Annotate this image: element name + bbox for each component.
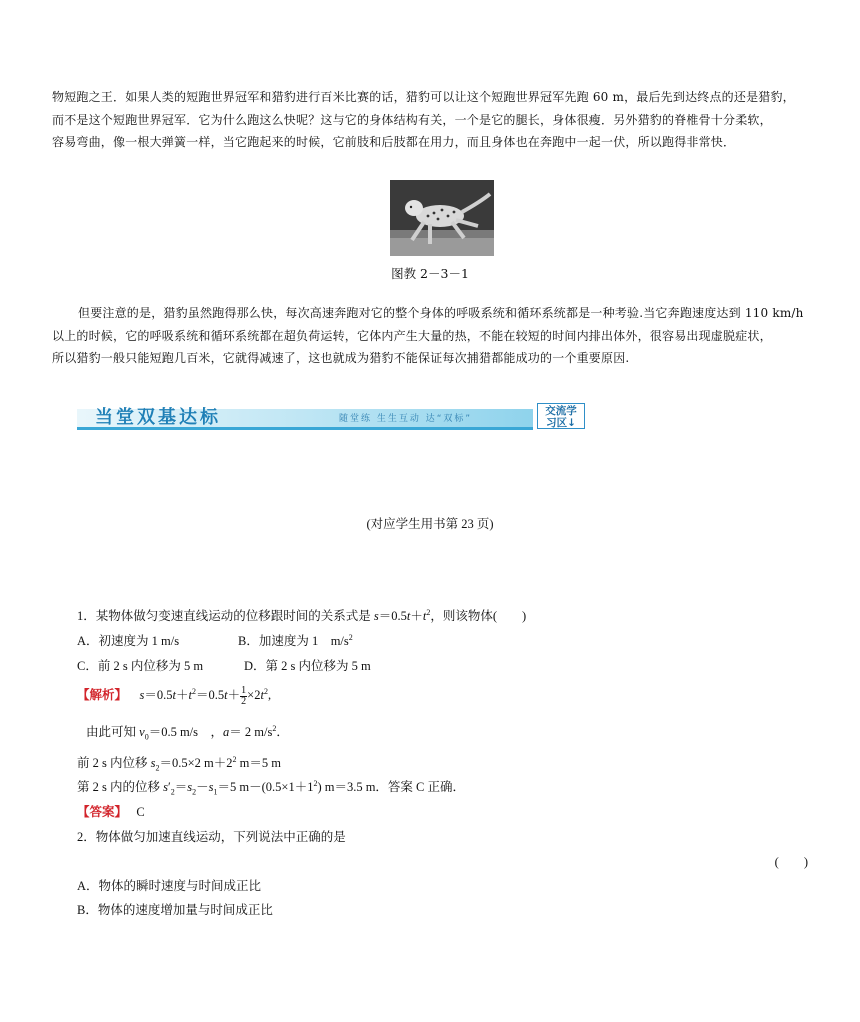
answer-value: C [136, 805, 145, 819]
analysis-label: 【解析】 [77, 688, 128, 702]
answer-label: 【答案】 [77, 805, 128, 819]
one-half-fraction: $\frac{1}{2}$ [241, 684, 247, 707]
q1-first2-line: 前 2 s 内位移 $s_2=0.5\times 2$ $m+2^2$ m＝5 m [77, 754, 281, 773]
q1-stem-a: 1．某物体做匀变速直线运动的位移跟时间的关系式是 [77, 609, 374, 623]
exchange-area-button[interactable] [537, 403, 585, 429]
q1-stem-b: ，则该物体( ) [430, 609, 527, 623]
q1-answer-line [77, 802, 145, 820]
second-b: ＝5 m－(0.5×1＋1 [217, 780, 314, 794]
q1-option-d[interactable]: D．第 2 s 内位移为 5 m [244, 659, 371, 673]
q1-stem: 1．某物体做匀变速直线运动的位移跟时间的关系式是 $s=0.5t+t^2$，则该物体( ) [77, 607, 527, 623]
second-c: ) m＝3.5 m．答案 C 正确． [317, 780, 466, 794]
q1-analysis-line: 【解析】 $s=0.5t+t^2=0.5t+$ $\frac{1}{2}$ $\times 2t^2$, [77, 684, 272, 707]
deduce-c: ＝ 2 m/s [229, 725, 273, 739]
figure-caption: 图教 2－3－1 [391, 266, 469, 281]
section-banner [77, 403, 588, 431]
para2-line-2: 以上的时候，它的呼吸系统和循环系统都在超负荷运转，它体内产生大量的热，不能在较短的时间内排出体外，很容易出现虚脱症状， [52, 328, 772, 343]
q2-option-a[interactable]: A．物体的瞬时速度与时间成正比 [77, 879, 262, 893]
q2-option-b[interactable]: B．物体的速度增加量与时间成正比 [77, 903, 273, 917]
q1-option-b[interactable]: B．加速度为 1 $m/s^2$ [238, 632, 353, 648]
intro-line-2: 而不是这个短跑世界冠军．它为什么跑这么快呢？这与它的身体结构有关，一个是它的腿长，身体很瘦．另外猎豹的脊椎骨十分柔软， [52, 112, 772, 127]
para2-line-1: 但要注意的是，猎豹虽然跑得那么快，每次高速奔跑对它的整个身体的呼吸系统和循环系统都是一种考验.当它奔跑速度达到 110 km/h [78, 306, 804, 320]
q1-deduce-line: 由此可知 $v_0=0.5$ m/s ，a＝ 2 $m/s^2$． [86, 723, 289, 742]
deduce-b: ＝0.5 m/s ， [148, 725, 224, 739]
second-a: 第 2 s 内的位移 [77, 780, 164, 794]
first2-a: 前 2 s 内位移 [77, 756, 151, 770]
q1-option-b-text: B．加速度为 1 m/s [238, 634, 349, 648]
q1-option-a[interactable]: A．初速度为 1 m/s [77, 634, 180, 648]
second-paragraph [52, 302, 812, 370]
textbook-reference: (对应学生用书第 23 页) [366, 517, 494, 531]
first2-b: ＝0.5×2 m＋2 [159, 756, 233, 770]
q2-stem: 2．物体做匀加速直线运动，下列说法中正确的是 [77, 830, 346, 844]
button-line-1: 交流学 [545, 405, 577, 417]
intro-line-3: 容易弯曲，像一根大弹簧一样，当它跑起来的时候，它前肢和后肢都在用力，而且身体也在奔跑中一起一伏，所以跑得非常快． [52, 135, 736, 149]
button-line-2: 习区↓ [546, 417, 576, 429]
intro-paragraph [52, 86, 812, 154]
first2-c: m＝5 m [236, 756, 281, 770]
banner-subtitle: 随堂练 生生互动 达“双标” [339, 414, 473, 424]
intro-line-1: 物短跑之王．如果人类的短跑世界冠军和猎豹进行百米比赛的话，猎豹可以让这个短跑世界冠军先跑 60 m，最后先到达终点的还是猎豹， [52, 90, 795, 104]
q1-second-line: 第 2 s 内的位移 $s'_2=s_2-s_1=5$ $m-(0.5\times 1+1^2)$ m＝3.5 m．答案 C 正确． [77, 778, 466, 797]
para2-line-3: 所以猎豹一般只能短跑几百米，它就得减速了，这也就成为猎豹不能保证每次捕猎都能成功的一个重要原因. [52, 351, 630, 365]
q2-answer-paren[interactable]: ( ) [774, 855, 808, 869]
cheetah-photo [390, 180, 494, 256]
q1-option-c[interactable]: C．前 2 s 内位移为 5 m [77, 659, 204, 673]
banner-title: 当堂双基达标 [95, 407, 221, 428]
deduce-a: 由此可知 [86, 725, 140, 739]
